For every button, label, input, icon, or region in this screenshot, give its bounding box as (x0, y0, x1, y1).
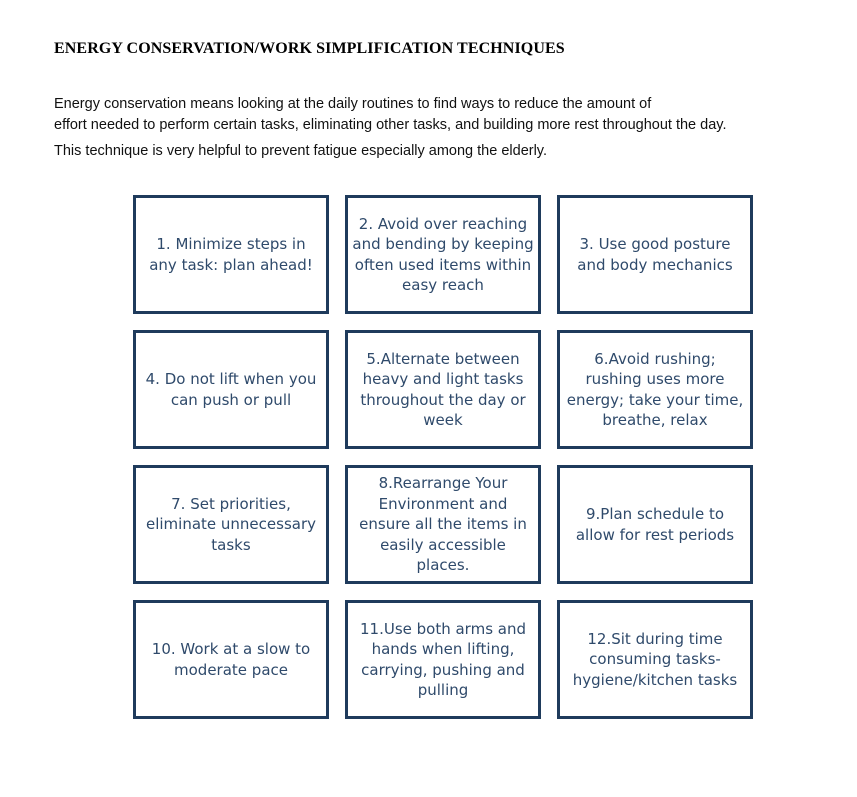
technique-card-3 (557, 195, 753, 314)
technique-text: 4. Do not lift when you can push or pull (145, 370, 317, 409)
technique-text: 10. Work at a slow to moderate pace (151, 640, 311, 679)
intro-line-2: effort needed to perform certain tasks, eliminating other tasks, and building more rest throughout the day. (54, 117, 727, 133)
technique-text: 5.Alternate between heavy and light tasks throughout the day or week (360, 349, 526, 429)
technique-card-5 (345, 330, 541, 449)
intro-line-3: This technique is very helpful to prevent fatigue especially among the elderly. (54, 143, 548, 159)
technique-card-2 (345, 195, 541, 314)
technique-card-9 (557, 465, 753, 584)
techniques-grid (133, 195, 753, 719)
technique-text: 6.Avoid rushing; rushing uses more energy; take your time, breathe, relax (566, 349, 744, 429)
technique-card-11 (345, 600, 541, 719)
technique-text: 3. Use good posture and body mechanics (577, 235, 733, 274)
technique-card-12 (557, 600, 753, 719)
technique-text: 7. Set priorities, eliminate unnecessary tasks (145, 494, 316, 554)
technique-text: 12.Sit during time consuming tasks- hygiene/kitchen tasks (572, 629, 738, 689)
technique-card-8 (345, 465, 541, 584)
technique-card-4 (133, 330, 329, 449)
technique-text: 11.Use both arms and hands when lifting, carrying, pushing and pulling (359, 619, 526, 699)
technique-text: 2. Avoid over reaching and bending by keeping often used items within easy reach (352, 214, 534, 294)
intro-line-1: Energy conservation means looking at the daily routines to find ways to reduce the amount of (54, 96, 652, 112)
technique-text: 8.Rearrange Your Environment and ensure all the items in easily accessible places. (359, 474, 527, 575)
technique-card-1 (133, 195, 329, 314)
technique-text: 9.Plan schedule to allow for rest periods (575, 505, 735, 544)
technique-card-6 (557, 330, 753, 449)
technique-text: 1. Minimize steps in any task: plan ahead! (149, 235, 313, 274)
technique-card-7 (133, 465, 329, 584)
page-title: ENERGY CONSERVATION/WORK SIMPLIFICATION TECHNIQUES (54, 40, 565, 57)
technique-card-10 (133, 600, 329, 719)
